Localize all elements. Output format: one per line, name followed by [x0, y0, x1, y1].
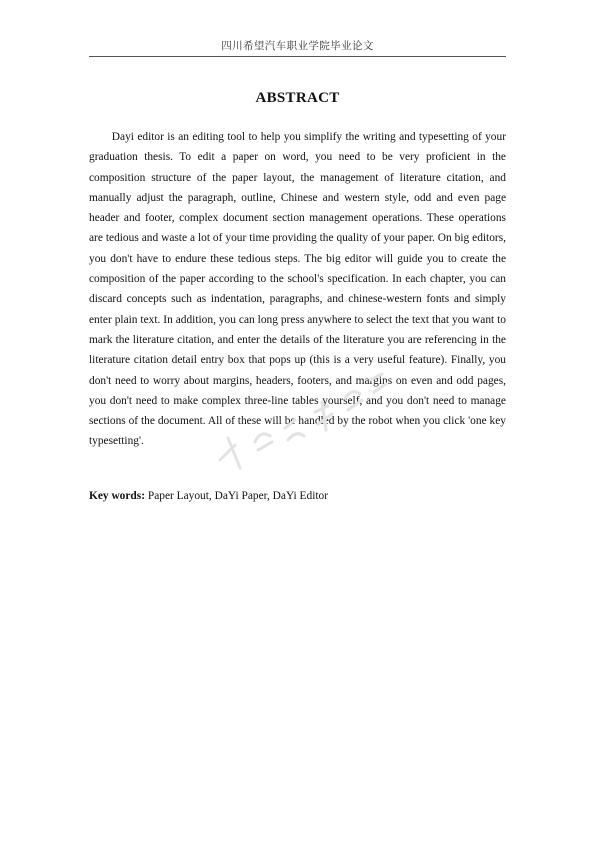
keywords-value: Paper Layout, DaYi Paper, DaYi Editor — [147, 490, 329, 502]
header-rule — [89, 56, 506, 57]
abstract-title: ABSTRACT — [255, 90, 340, 106]
keywords-line — [89, 486, 506, 506]
keywords-label: Key words: — [89, 490, 145, 502]
abstract-body: Dayi editor is an editing tool to help you simplify the writing and typesetting of your graduation thesis. To edit a paper on word, you need to be very proficient in the composition structure of the paper layout, the management of literature citation, and manually adjust the paragraph, outline, Chinese and western style, odd and even page header and footer, complex document section management operations. These operations are tedious and waste a lot of your time providing the quality of your paper. On big editors, you don't have to endure these tedious steps. The big editor will guide you to create the composition of the paper according to the school's specification. In each chapter, you can discard concepts such as indentation, paragraphs, and chinese-western fonts and simply enter plain text. In addition, you can long press anywhere to select the text that you want to mark the literature citation, and enter the details of the literature you are referencing in the literature citation detail entry box that pops up (this is a very useful feature). Finally, you don't need to worry about margins, headers, footers, and margins on even and odd pages, you don't need to make complex three-line tables yourself, and you don't need to manage sections of the document. All of these will be handled by the robot when you click 'one key typesetting'. — [89, 131, 506, 448]
running-header: 四川希望汽车职业学院毕业论文 — [221, 40, 374, 52]
